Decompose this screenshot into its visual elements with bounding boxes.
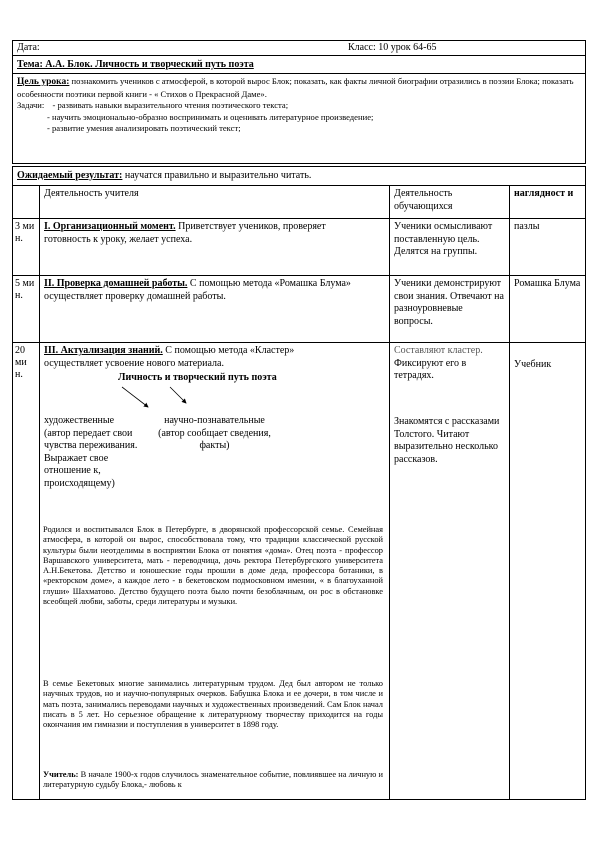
expected-label: Ожидаемый результат: <box>17 170 123 181</box>
table-row <box>12 276 586 343</box>
teacher-text: Приветствует учеников, проверяет готовность к уроку, желает успеха. <box>44 221 326 245</box>
goal-text: познакомить учеников с атмосферой, в которой вырос Блок; показать, как факты личной биографии отразились в поэзии Блока; показать особенности поэтики первой книги - « Стихов о Прекрасной Даме». <box>17 76 574 99</box>
date-class-row <box>12 40 586 56</box>
class-info: Класс: 10 урок 64-65 <box>348 42 437 53</box>
header-teacher: Деятельность учителя <box>44 188 139 199</box>
teacher-text: С помощью метода «Ромашка Блума» осуществляет проверку домашней работы. <box>44 278 351 302</box>
topic-row <box>12 56 586 74</box>
visual-aid: Ромашка Блума <box>514 278 581 289</box>
table-header-row <box>12 186 586 219</box>
biography-paragraph: В семье Бекетовых многие занимались литературным трудом. Дед был автором не только научных трудов, но и научно-популярных очерков. Бабушка Блока и ее дочери, в том числе и мать поэта, занимались переводами научных и художественных произведений. Сам Блок начал писать в 5 лет. Но серьезное обращение к литературному творчеству приходится на годы окончания им гимназии и поступления в университет в 1898 году. <box>43 679 383 730</box>
date-label: Дата: <box>17 42 40 53</box>
teacher-activity <box>44 221 344 246</box>
lesson-plan-sheet <box>12 40 586 800</box>
visual-aid: Учебник <box>514 359 552 370</box>
teacher-remark <box>43 770 383 791</box>
header-students: Деятельность обучающихся <box>394 188 453 212</box>
task-item: - развивать навыки выразительного чтения поэтического текста; <box>52 100 289 110</box>
header-visual: наглядност и <box>514 188 574 199</box>
visual-aid: пазлы <box>514 221 540 232</box>
student-activity-2: Знакомятся с рассказами Толстого. Читают выразительно несколько рассказов. <box>394 416 500 465</box>
student-activity: Ученики осмысливают поставленную цель. Делятся на группы. <box>394 221 493 257</box>
student-text-gray: Составляют кластер. <box>394 345 483 356</box>
goal-row <box>12 74 586 164</box>
teacher-label: Учитель: <box>43 770 79 779</box>
tasks-label: Задачи: <box>17 100 45 110</box>
cluster-right: научно-познавательные (автор сообщает сведения, факты) <box>158 415 271 451</box>
row-time: 3 ми н. <box>15 221 35 244</box>
stage-title: III. Актуализация знаний. <box>44 345 163 356</box>
expected-text: научатся правильно и выразительно читать. <box>124 170 312 181</box>
teacher-remark-text: В начале 1900-х годов случилось знаменательное событие, повлиявшее на личную и литературную судьбу Блока,- любовь к <box>43 770 383 790</box>
table-row <box>12 219 586 276</box>
task-item: - научить эмоционально-образно воспринимать и оценивать литературное произведение; <box>47 111 374 122</box>
stage-title: II. Проверка домашней работы. <box>44 278 188 289</box>
student-text: Фиксируют его в тетрадях. <box>394 357 467 381</box>
cluster-title: Личность и творческий путь поэта <box>118 372 277 383</box>
biography-paragraph: Родился и воспитывался Блок в Петербурге, в дворянской профессорской семье. Семейная атмосфера, в которой он вырос, способствовала тому, что традиции классической русской культуры были неотделимы в восприятии Блока от понятия «дома». Отец поэта - профессор Варшавского университета, мать - переводчица, дочь ректора Петербургского университета А.Н.Бекетова. Детство и юношеские годы прошли в доме деда, профессора ботаники, в «ректорском доме», а каждое лето - в бекетовском подмосковном имении, « в благоуханной глуши» Шахматово. Детство будущего поэта было почти безоблачным, он рос в обстановке всеобщей любви, заботы, среди литературы и музыки. <box>43 525 383 607</box>
lesson-topic: Тема: А.А. Блок. Личность и творческий путь поэта <box>17 59 254 70</box>
stage-title: I. Организационный момент. <box>44 221 176 232</box>
goal-label: Цель урока: <box>17 77 70 87</box>
teacher-activity <box>44 278 354 303</box>
row-time: 20 ми н. <box>15 345 27 380</box>
teacher-text: С помощью метода «Кластер» осуществляет усвоение нового материала. <box>44 345 295 369</box>
expected-result-row <box>12 167 586 186</box>
table-row <box>12 343 586 800</box>
student-activity <box>394 345 506 383</box>
row-time: 5 ми н. <box>15 278 35 301</box>
cluster-arrows <box>40 343 390 423</box>
student-activity: Ученики демонстрируют свои знания. Отвечают на разноуровневые вопросы. <box>394 278 504 327</box>
task-item: - развитие умения анализировать поэтический текст; <box>47 123 241 133</box>
cluster-left: художественные (автор передает свои чувства переживания. Выражает свое отношение к, происходящему) <box>44 415 138 489</box>
